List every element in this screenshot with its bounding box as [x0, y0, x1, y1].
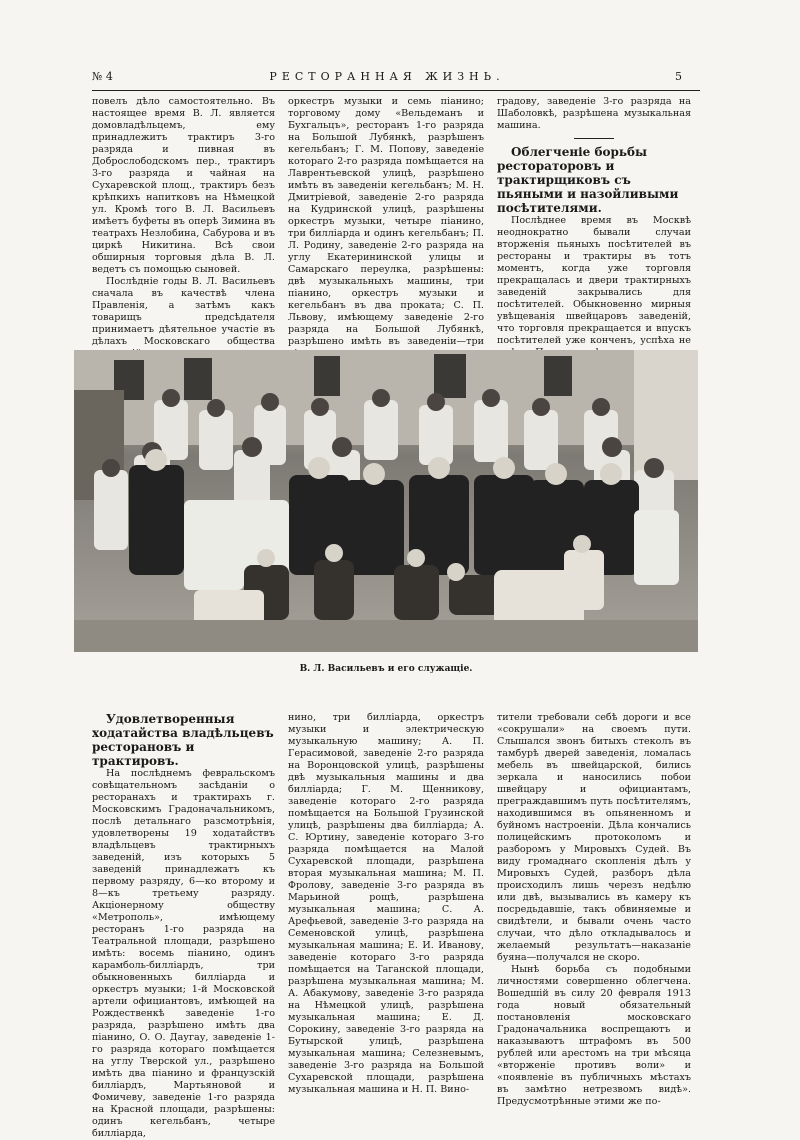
issue-number: № 4	[92, 70, 113, 83]
article-heading: Удовлетворенныя ходатайства владѣльцевъ ресторановъ и трактировъ.	[92, 712, 274, 768]
column-2	[288, 96, 484, 347]
column-3	[497, 96, 691, 346]
paragraph: нино, три билліарда, оркестръ музыки и электрическую музыкальную машину; А. П. Герасимовой, заведеніе 2-го разряда на Воронцовской улицѣ, разрѣшены двѣ музыкальныя машины и два билліарда; Г. М. Щенникову, заведеніе котораго 2-го разряда помѣщается на Большой Грузинской улицѣ, разрѣшены два билліарда; А. С. Юртину, заведеніе котораго 3-го разряда помѣщается на Малой Сухаревской площади, разрѣшена вторая музыкальная машина; М. П. Фролову, заведеніе 3-го разряда въ Марьиной рощѣ, разрѣшена музыкальная машина; С. А. Арефьевой, заведеніе 3-го разряда на Семеновской улицѣ, разрѣшена музыкальная машина; Е. И. Иванову, заведеніе котораго 3-го разряда помѣщается на Таганской площади, разрѣшена музыкальная машина; М. А. Абакумову, заведеніе 3-го разряда на Нѣмецкой улицѣ, разрѣшена музыкальная машина; Е. Д. Сорокину, заведеніе 3-го разряда на Бутырской улицѣ, разрѣшена музыкальная машина; Селезневымъ, заведеніе 3-го разряда на Большой Сухаревской площади, разрѣшена музыкальная машина и Н. П. Вино-	[288, 712, 484, 1095]
paragraph: Нынѣ борьба съ подобными личностями совершенно облегчена. Вошедшій въ силу 20 февраля 1913 года новый обязательный постановленія московскаго Градоначальника воспрещаютъ и наказываютъ штрафомъ въ 500 рублей или арестомъ на три мѣсяца «вторженіе противъ воли» и «появленіе въ публичныхъ мѣстахъ въ замѣтно нетрезвомъ видѣ». Предусмотрѣнные этими же по-	[497, 964, 691, 1107]
paragraph: повелъ дѣло самостоятельно. Въ настоящее время В. Л. является домовладѣльцемъ, ему принадлежитъ трактиръ 3-го разряда и пивная въ Доброслободскомъ пер., трактиръ 3-го разряда и чайная на Сухаревской площ., трактиръ безъ крѣпкихъ напитковъ на Нѣмецкой ул. Кромѣ того В. Л. Васильевъ имѣетъ буфеты въ оперѣ Зимина въ театрахъ Незлобина, Сабурова и въ циркѣ Никитина. Всѣ свои обширныя торговыя дѣла В. Л. ведетъ съ помощью сыновей.	[92, 96, 275, 275]
column-4	[92, 712, 275, 1139]
column-1	[92, 96, 275, 347]
photo-caption: В. Л. Васильевъ и его служащіе.	[299, 664, 473, 674]
paragraph: градову, заведеніе 3-го разряда на Шаболовкѣ, разрѣшена музыкальная машина.	[497, 96, 691, 131]
page-header	[92, 70, 682, 88]
column-6	[497, 712, 691, 1107]
journal-title: РЕСТОРАННАЯ ЖИЗНЬ.	[269, 70, 505, 83]
paragraph: Послѣдніе годы В. Л. Васильевъ сначала въ качествѣ члена Правленія, а затѣмъ какъ товарищъ предсѣдателя принимаетъ дѣятельное участіе въ дѣлахъ Московскаго общества	[92, 276, 275, 347]
paragraph: тители требовали себѣ дороги и все «сокрушали» на своемъ пути. Слышался звонъ битыхъ стеколъ въ тамбурѣ дверей заведенія, ломалась мебель въ швейцарской, бились зеркала и наносились побои швейцару и официантамъ, преграждавшимъ путь посѣтителямъ, находившимся въ опьяненномъ и буйномъ настроеніи. Дѣла кончались полицейскимъ протоколомъ и разборомъ у Мировыхъ Судей. Въ виду громаднаго скопленія дѣлъ у Мировыхъ Судей, разборъ дѣла происходилъ лишь черезъ недѣлю или двѣ, вызывались въ камеру къ посредьдавшіе, такъ обвиняемые и свидѣтели, и бывали очень часто случаи, что дѣло откладывалось и желаемый результатъ—наказаніе буяна—получался не скоро.	[497, 712, 691, 963]
article-heading: Облегченіе борьбы рестораторовъ и трактирщиковъ съ пьяными и назойливыми посѣтителями.	[497, 145, 679, 215]
group-photograph	[74, 350, 698, 652]
photo-image	[74, 350, 698, 652]
column-5	[288, 712, 484, 1095]
paragraph: На послѣднемъ февральскомъ совѣщательномъ засѣданіи о ресторанахъ и трактирахъ г. Московскимъ Градоначальникомъ, послѣ детальнаго разсмотрѣнія, удовлетворены 19 ходатайствъ владѣльцевъ трактирныхъ заведеній, изъ которыхъ 5 заведеній принадлежатъ къ первому разряду, 6—ко второму и 8—къ третьему разряду. Акціонерному обществу «Метрополь», имѣющему ресторанъ 1-го разряда на Театральной площади, разрѣшено имѣть: восемь піанино, одинъ карамболь-билліардъ, три обыкновенныхъ билліарда и оркестръ музыки; 1-й Московской артели официантовъ, имѣющей на Рождественкѣ заведеніе 1-го разряда, разрѣшено имѣть два піанино, О. О. Даугау, заведеніе 1-го разряда котораго помѣщается на углу Тверской ул., разрѣшено имѣть два піанино и французскій билліардъ, Мартьяновой и Фомичеву, заведеніе 1-го разряда на Красной площади, разрѣшены: одинъ кегельбанъ, четыре билліарда,	[92, 768, 275, 1139]
paragraph: Послѣднее время въ Москвѣ неоднократно бывали случаи вторженія пьяныхъ посѣтителей въ рестораны и трактиры въ тотъ моментъ, когда уже торговля прекращалась и двери трактирныхъ заведеній закрывались для посѣтителей. Обыкновенно мирныя увѣщеванія швейцаровъ заведеній, что торговля прекращается и впускъ посѣтителей уже конченъ, успѣха не	[497, 215, 691, 346]
section-divider	[574, 138, 614, 139]
page-number: 5	[675, 70, 682, 83]
paragraph: оркестръ музыки и семь піанино; торговому дому «Вельдеманъ и Бухгальцъ», ресторанъ 1-го разряда на Большой Лубянкѣ, разрѣшенъ кегельбанъ; Г. М. Попову, заведеніе котораго 2-го разряда помѣщается на Лаврентьевской улицѣ, разрѣшено имѣть въ заведеніи кегельбанъ; М. Н. Дмитріевой, заведеніе 2-го разряда на Кудринской улицѣ, разрѣшены оркестръ музыки, четыре піанино, три билліарда и одинъ кегельбанъ; П. Л. Родину, заведеніе 2-го разряда на углу Екатерининской улицы и Самарскаго переулка, разрѣшены: двѣ музыкальныхъ машины, три піанино, оркестръ музыки и кегельбанъ въ два проката; С. П. Львову, имѣющему заведеніе 2-го разряда на Большой Лубянкѣ, разрѣшено имѣть въ заведеніи—три	[288, 96, 484, 347]
header-rule	[92, 90, 700, 91]
